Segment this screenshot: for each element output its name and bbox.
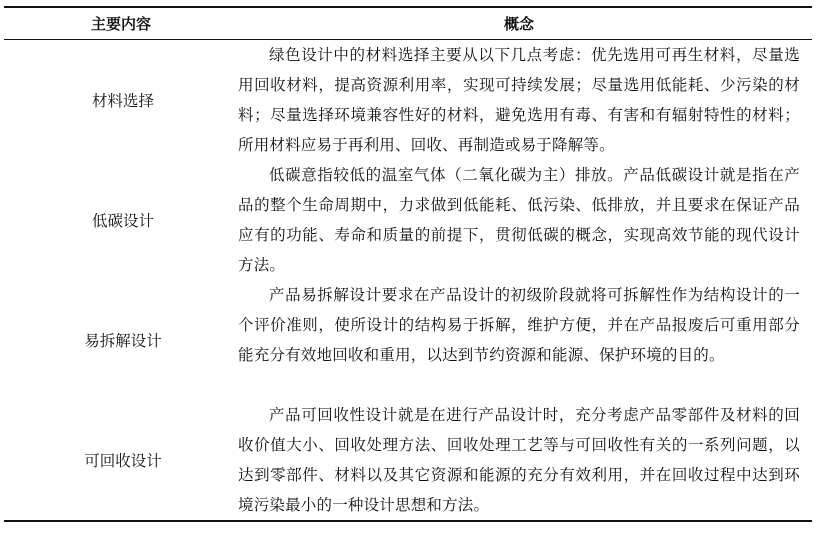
- concept-table: [4, 6, 812, 522]
- row-topic: 低碳设计: [91, 212, 154, 230]
- row-topic: 可回收设计: [84, 452, 162, 470]
- row-concept: 产品可回收性设计就是在进行产品设计时，充分考虑产品零部件及材料的回收价值大小、回收处理方法、回收处理工艺等与可回收性有关的一系列问题，以达到零部件、材料以及其它资源和能源的充分有效利用，并在回收过程中达到环境污染最小的一种设计思想和方法。: [238, 406, 800, 514]
- table-row: [4, 40, 812, 160]
- table-row: [4, 280, 812, 400]
- header-concept: 概念: [503, 15, 534, 33]
- table-row: [4, 160, 812, 280]
- header-main-content: 主要内容: [90, 15, 151, 33]
- table-header-row: [4, 8, 812, 39]
- table-bottom-rule: [4, 520, 812, 522]
- row-concept: 产品易拆解设计要求在产品设计的初级阶段就将可拆解性作为结构设计的一个评价准则，使所设计的结构易于拆解，维护方便，并在产品报废后可重用部分能充分有效地回收和重用，以达到节约资源和能源、保护环境的目的。: [238, 286, 800, 364]
- row-concept: 绿色设计中的材料选择主要从以下几点考虑：优先选用可再生材料，尽量选用回收材料，提高资源利用率，实现可持续发展；尽量选用低能耗、少污染的材料；尽量选择环境兼容性好的材料，避免选用有毒、有害和有辐射特性的材料；所用材料应易于再利用、回收、再制造或易于降解等。: [238, 46, 800, 154]
- table-row: [4, 400, 812, 520]
- row-topic: 易拆解设计: [84, 332, 162, 350]
- row-concept: 低碳意指较低的温室气体（二氧化碳为主）排放。产品低碳设计就是指在产品的整个生命周期中，力求做到低能耗、低污染、低排放，并且要求在保证产品应有的功能、寿命和质量的前提下，贯彻低碳的概念，实现高效节能的现代设计方法。: [238, 166, 800, 274]
- row-topic: 材料选择: [91, 92, 154, 110]
